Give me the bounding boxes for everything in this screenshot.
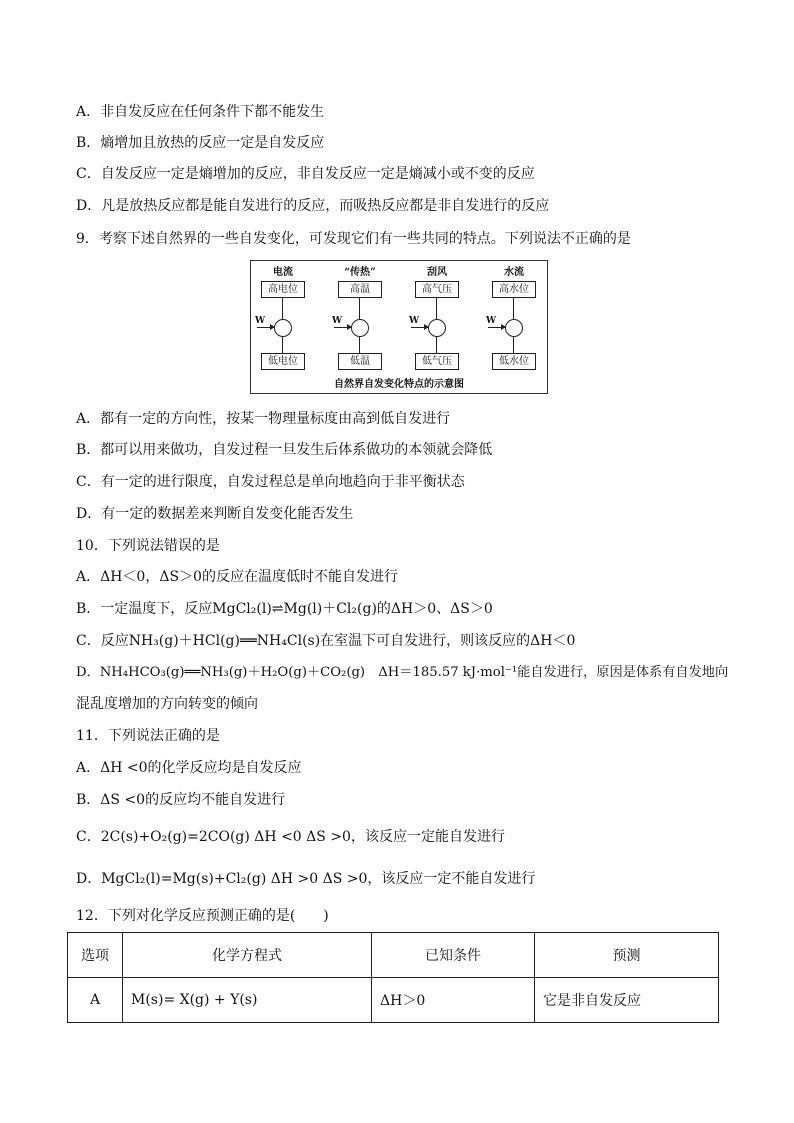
diagram-column-water [482, 261, 546, 371]
cell-condition: ΔH＞0 [372, 978, 535, 1023]
column-title: 电流 [273, 267, 293, 278]
line-q10-a: A．ΔH＜0，ΔS＞0的反应在温度低时不能自发进行 [76, 569, 398, 585]
line-q11-c: C．2C(s)+O₂(g)=2CO(g) ΔH <0 ΔS >0，该反应一定能自发进行 [76, 829, 505, 845]
header-equation: 化学方程式 [123, 933, 372, 978]
w-label: W [409, 316, 420, 326]
connector [513, 298, 514, 319]
high-box: 高气压 [415, 281, 459, 298]
header-option: 选项 [68, 933, 123, 978]
spontaneous-change-diagram [250, 260, 548, 394]
q9-stem: 9．考察下述自然界的一些自发变化，可发现它们有一些共同的特点。下列说法不正确的是 [76, 231, 631, 247]
diagram-column-heat [328, 261, 392, 371]
low-box: 低电位 [261, 353, 305, 370]
diagram-column-current [251, 261, 315, 371]
cell-equation: M(s)= X(g) + Y(s) [123, 978, 372, 1023]
header-condition: 已知条件 [372, 933, 535, 978]
low-box: 低温 [338, 353, 382, 370]
arrow-icon [488, 327, 505, 328]
circle-icon [274, 319, 292, 337]
cell-option: A [68, 978, 123, 1023]
arrow-icon [411, 327, 428, 328]
connector [282, 298, 283, 319]
figure-caption: 自然界自发变化特点的示意图 [334, 379, 464, 390]
line-q8-c: C．自发反应一定是熵增加的反应，非自发反应一定是熵减小或不变的反应 [76, 166, 535, 182]
diagram-column-wind [405, 261, 469, 371]
line-q9-a: A．都有一定的方向性，按某一物理量标度由高到低自发进行 [76, 411, 451, 427]
q12-stem: 12．下列对化学反应预测正确的是( ) [76, 908, 329, 924]
line-q11-b: B．ΔS <0的反应均不能自发进行 [76, 792, 286, 808]
line-q8-a: A．非自发反应在任何条件下都不能发生 [76, 104, 325, 120]
line-q9-d: D．有一定的数据差来判断自发变化能否发生 [76, 506, 354, 522]
q10-stem: 10．下列说法错误的是 [76, 538, 220, 554]
table-row [68, 978, 719, 1023]
column-title: 水流 [504, 267, 524, 278]
line-q8-b: B．熵增加且放热的反应一定是自发反应 [76, 135, 325, 151]
connector [436, 298, 437, 319]
connector [359, 298, 360, 319]
circle-icon [351, 319, 369, 337]
line-q10-d2: 混乱度增加的方向转变的倾向 [76, 696, 258, 712]
line-q9-c: C．有一定的进行限度，自发过程总是单向地趋向于非平衡状态 [76, 474, 465, 490]
connector [359, 337, 360, 353]
column-title: 刮风 [427, 267, 447, 278]
high-box: 高温 [338, 281, 382, 298]
low-box: 低水位 [492, 353, 536, 370]
high-box: 高电位 [261, 281, 305, 298]
line-q10-c: C．反应NH₃(g)＋HCl(g)══NH₄Cl(s)在室温下可自发进行，则该反应的ΔH＜0 [76, 633, 576, 649]
w-label: W [255, 316, 266, 326]
w-label: W [332, 316, 343, 326]
circle-icon [428, 319, 446, 337]
line-q11-d: D．MgCl₂(l)=Mg(s)+Cl₂(g) ΔH >0 ΔS >0，该反应一定不能自发进行 [76, 871, 536, 887]
line-q9-b: B．都可以用来做功，自发过程一旦发生后体系做功的本领就会降低 [76, 442, 493, 458]
table-header-row [68, 933, 719, 978]
arrow-icon [334, 327, 351, 328]
line-q8-d: D．凡是放热反应都是能自发进行的反应，而吸热反应都是非自发进行的反应 [76, 198, 550, 214]
circle-icon [505, 319, 523, 337]
q12-table [67, 932, 719, 1023]
line-q11-a: A．ΔH <0的化学反应均是自发反应 [76, 760, 302, 776]
line-q10-d1: D．NH₄HCO₃(g)══NH₃(g)＋H₂O(g)＋CO₂(g) ΔH＝185.57 kJ·mol⁻¹能自发进行，原因是体系有自发地向 [76, 665, 729, 680]
connector [513, 337, 514, 353]
high-box: 高水位 [492, 281, 536, 298]
q11-stem: 11．下列说法正确的是 [76, 728, 220, 744]
line-q10-b: B．一定温度下，反应MgCl₂(l)⇌Mg(l)＋Cl₂(g)的ΔH＞0、ΔS＞0 [76, 601, 493, 617]
connector [436, 337, 437, 353]
cell-prediction: 它是非自发反应 [535, 978, 719, 1023]
connector [282, 337, 283, 353]
w-label: W [486, 316, 497, 326]
arrow-icon [257, 327, 274, 328]
low-box: 低气压 [415, 353, 459, 370]
column-title: “传热” [344, 267, 376, 278]
header-prediction: 预测 [535, 933, 719, 978]
